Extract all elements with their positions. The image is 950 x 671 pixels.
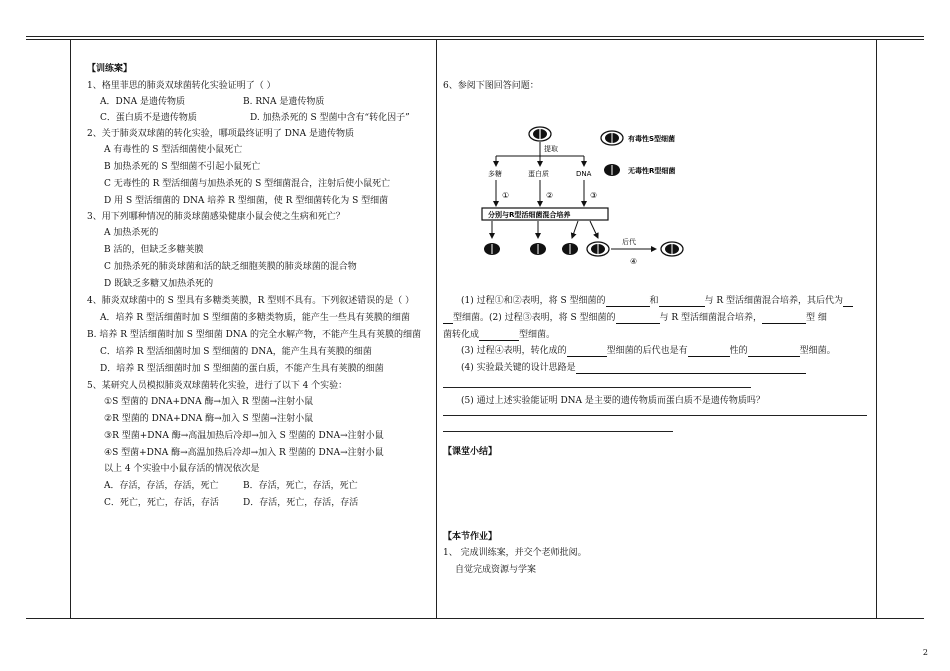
bottom-border — [26, 618, 924, 619]
sub1-line1 — [461, 296, 853, 307]
q3-option-c: C 加热杀死的肺炎球菌和活的缺乏细胞荚膜的肺炎球菌的混合物 — [104, 262, 357, 272]
q1-option-d: D. 加热杀死的 S 型菌中含有“转化因子” — [250, 113, 410, 123]
q2-stem: 2、关于肺炎双球菌的转化实验，哪项最终证明了 DNA 是遗传物质 — [87, 129, 355, 139]
q5-exp-1: ①S 型菌的 DNA+DNA 酶→加入 R 型菌→注射小鼠 — [104, 397, 314, 407]
sub3-text-a: (3) 过程④表明，转化成的 — [461, 346, 567, 356]
top-border — [26, 36, 924, 37]
sub3-text-c: 性的 — [729, 346, 748, 356]
s-bacterium-top — [529, 127, 551, 141]
sub4-line — [461, 363, 806, 374]
num-1: ① — [502, 191, 510, 200]
sub1-text-f: 型 细 — [806, 313, 827, 323]
q5-exp-3: ③R 型菌+DNA 酶→高温加热后冷却→加入 S 型菌的 DNA→注射小鼠 — [104, 431, 384, 441]
q5-option-d: D．存活，死亡，存活，存活 — [243, 498, 359, 508]
num-2: ② — [546, 191, 554, 200]
q5-stem: 5、某研究人员模拟肺炎双球菌转化实验，进行了以下 4 个实验： — [87, 381, 348, 391]
s-bacterium-transformed — [587, 242, 609, 256]
num-4: ④ — [630, 257, 638, 266]
sub1-text-h: 型细菌。 — [519, 330, 556, 340]
blank-11 — [576, 364, 806, 374]
label-protein: 蛋白质 — [528, 170, 549, 178]
r-bacterium-2 — [530, 243, 546, 255]
q5-exp-2: ②R 型菌的 DNA+DNA 酶→加入 S 型菌→注射小鼠 — [104, 414, 314, 424]
q4-stem: 4、肺炎双球菌中的 S 型具有多糖类荚膜，R 型则不具有。下列叙述错误的是（ ） — [87, 296, 415, 306]
q2-option-b: B 加热杀死的 S 型细菌不引起小鼠死亡 — [104, 162, 261, 172]
q5-ask: 以上 4 个实验中小鼠存活的情况依次是 — [104, 464, 260, 474]
sub1-text-e: 与 R 型活细菌混合培养， — [659, 313, 762, 323]
q2-option-a: A 有毒性的 S 型活细菌使小鼠死亡 — [104, 145, 243, 155]
q4-option-a: A．培养 R 型活细菌时加 S 型细菌的多糖类物质，能产生一些具有荚膜的细菌 — [100, 313, 410, 323]
answer-line-5a — [443, 415, 867, 416]
sub4-text: (4) 实验最关键的设计思路是 — [461, 363, 576, 373]
q4-option-d: D．培养 R 型活细菌时加 S 型细菌的蛋白质，不能产生具有荚膜的细菌 — [100, 364, 384, 374]
q5-exp-4: ④S 型菌+DNA 酶→高温加热后冷却→加入 R 型菌的 DNA→注射小鼠 — [104, 448, 384, 458]
sub1-text-d: 型细菌。(2) 过程③表明，将 S 型细菌的 — [453, 313, 616, 323]
legend-r — [604, 164, 675, 176]
s-bacterium-offspring — [661, 242, 683, 256]
sub5-line: (5) 通过上述实验能证明 DNA 是主要的遗传物质而蛋白质不是遗传物质吗？ — [461, 396, 765, 406]
q3-option-a: A 加热杀死的 — [104, 228, 159, 238]
homework-item-1: 1、 完成训练案，并交个老师批阅。 — [443, 548, 587, 558]
blank-9 — [688, 347, 730, 357]
blank-2 — [659, 297, 705, 307]
q1-option-b: B. RNA 是遗传物质 — [243, 97, 325, 107]
page-number: 2 — [922, 648, 928, 657]
middle-divider — [436, 40, 437, 618]
blank-5 — [616, 314, 660, 324]
sub1-text-b: 和 — [649, 296, 659, 306]
blank-10 — [748, 347, 800, 357]
sub3-text-d: 型细菌。 — [799, 346, 836, 356]
label-polysaccharide: 多糖 — [488, 170, 502, 178]
q6-stem: 6、参阅下图回答问题： — [443, 81, 539, 91]
homework-item-2: 自觉完成资源与学案 — [455, 565, 537, 575]
sub1-text-c: 与 R 型活细菌混合培养，其后代为 — [704, 296, 844, 306]
answer-line-4 — [443, 387, 751, 388]
homework-heading: 【本节作业】 — [443, 532, 498, 542]
mix-box-label: 分别与R型活细菌混合培养 — [488, 211, 571, 219]
q3-option-b: B 活的，但缺乏多糖荚膜 — [104, 245, 204, 255]
q3-option-d: D 既缺乏多糖又加热杀死的 — [104, 279, 214, 289]
sub3-line — [461, 346, 836, 357]
q5-option-b: B．存活，死亡，存活，死亡 — [243, 481, 358, 491]
sub1-line2 — [443, 313, 827, 324]
blank-6 — [762, 314, 806, 324]
blank-8 — [567, 347, 607, 357]
blank-1 — [606, 297, 650, 307]
blank-3 — [843, 297, 853, 307]
r-bacterium-1 — [484, 243, 500, 255]
q1-stem: 1、格里菲思的肺炎双球菌转化实验证明了（ ） — [87, 81, 276, 91]
top-border-inner — [26, 39, 924, 40]
legend-r-label: 无毒性R型细菌 — [628, 167, 676, 175]
label-dna: DNA — [576, 170, 592, 178]
sub1-text-g: 菌转化成 — [443, 330, 480, 340]
q4-option-b: B. 培养 R 型活细菌时加 S 型细菌 DNA 的完全水解产物，不能产生具有荚膜的细菌 — [87, 330, 422, 340]
num-3: ③ — [590, 191, 598, 200]
summary-heading: 【课堂小结】 — [443, 447, 498, 457]
q1-option-a: A．DNA 是遗传物质 — [100, 97, 185, 107]
sub3-text-b: 型细菌的后代也是有 — [606, 346, 688, 356]
q3-stem: 3、用下列哪种情况的肺炎球菌感染健康小鼠会使之生病和死亡？ — [87, 212, 345, 222]
r-bacterium-3 — [562, 243, 578, 255]
q2-option-c: C 无毒性的 R 型活细菌与加热杀死的 S 型细菌混合，注射后使小鼠死亡 — [104, 179, 391, 189]
blank-4 — [443, 314, 453, 324]
sub1-line3 — [443, 330, 555, 341]
training-heading: 【训练案】 — [87, 64, 133, 74]
legend-s-label: 有毒性S型细菌 — [628, 135, 676, 143]
offspring-label: 后代 — [622, 238, 636, 246]
q5-option-a: A．存活，存活，存活，死亡 — [104, 481, 219, 491]
legend-s — [601, 131, 675, 145]
extract-label: 提取 — [544, 145, 558, 153]
answer-line-5b — [443, 431, 673, 432]
transformation-diagram — [480, 118, 700, 278]
blank-7 — [479, 331, 519, 341]
left-border — [70, 40, 71, 618]
q5-option-c: C．死亡，死亡，存活，存活 — [104, 498, 219, 508]
right-border — [876, 40, 877, 618]
q1-option-c: C．蛋白质不是遗传物质 — [100, 113, 197, 123]
q2-option-d: D 用 S 型活细菌的 DNA 培养 R 型细菌，使 R 型细菌转化为 S 型细菌 — [104, 196, 389, 206]
q4-option-c: C．培养 R 型活细菌时加 S 型细菌的 DNA，能产生具有荚膜的细菌 — [100, 347, 372, 357]
sub1-text-a: (1) 过程①和②表明，将 S 型细菌的 — [461, 296, 606, 306]
